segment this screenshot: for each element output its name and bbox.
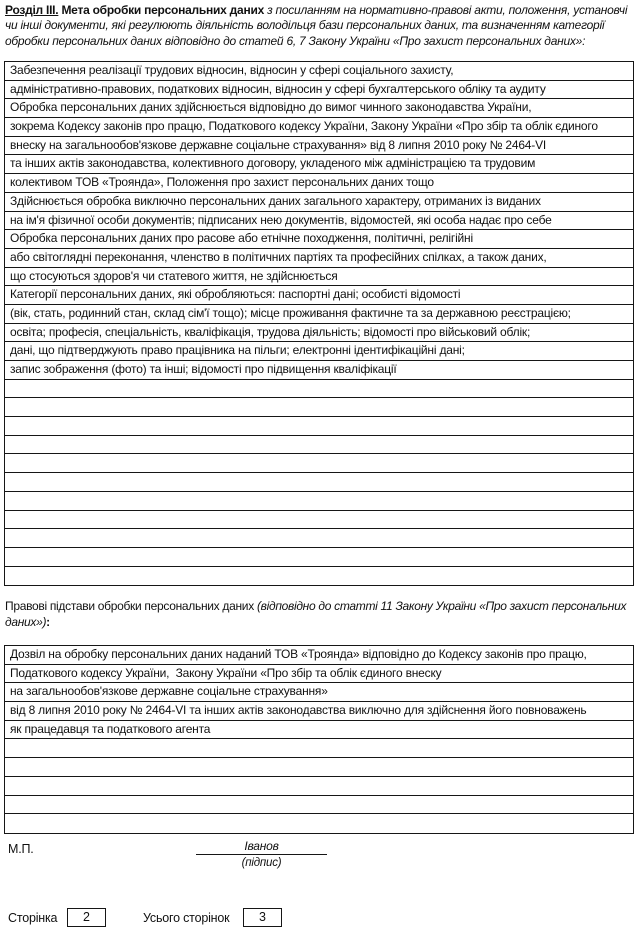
table-row (5, 511, 633, 530)
page-footer (8, 907, 428, 929)
page-number-label: Сторінка (8, 911, 58, 925)
section-header (5, 3, 634, 49)
table-row: як працедавця та податкового агента (5, 721, 633, 740)
page-number-box: 2 (67, 908, 106, 927)
table-row: Обробка персональних даних про расове або етнічне походження, політичні, релігійні (5, 230, 633, 249)
legal-basis-heading-colon: : (46, 614, 50, 629)
table-row: (вік, стать, родинний стан, склад сім'ї тощо); місце проживання фактичне та за державною реєстрацією; (5, 305, 633, 324)
table-row: на ім'я фізичної особи документів; підписаних нею документів, відомостей, які особа надає про себе (5, 212, 633, 231)
table-row (5, 417, 633, 436)
table-row: Забезпечення реалізації трудових відносин, відносин у сфері соціального захисту, (5, 62, 633, 81)
section-number-label: Розділ ІІІ. (5, 3, 59, 17)
table-row (5, 492, 633, 511)
table-row: Здійснюється обробка виключно персональних даних загального характеру, отриманих із виданих (5, 193, 633, 212)
legal-basis-heading-note: (відповідно до статті 11 Закону України «Про захист персональних даних») (5, 599, 627, 629)
table-row (5, 567, 633, 586)
table-row: адміністративно-правових, податкових відносин, відносин у сфері бухгалтерського обліку та аудиту (5, 81, 633, 100)
table-row: Категорії персональних даних, які обробляються: паспортні дані; особисті відомості (5, 286, 633, 305)
table-row: Обробка персональних даних здійснюється відповідно до вимог чинного законодавства України, (5, 99, 633, 118)
table-row: внеску на загальнообов'язкове державне соціальне страхування» від 8 липня 2010 року № 2464-VI (5, 137, 633, 156)
table-row (5, 529, 633, 548)
total-pages-box: 3 (243, 908, 282, 927)
table-row (5, 739, 633, 758)
table-row: від 8 липня 2010 року № 2464-VI та інших актів законодавства виключно для здійснення його повноважень (5, 702, 633, 721)
table-row: або світоглядні переконання, членство в політичних партіях та професійних спілках, а також даних, (5, 249, 633, 268)
legal-basis-heading (5, 599, 634, 630)
table-row (5, 398, 633, 417)
section-note: з посиланням на нормативно-правові акти, положення, установчі чи інші документи, які регулюють діяльність володільця бази персональних даних, та визначенням категорії обробки персональних даних відповідно до статей 6, 7 Закону України «Про захист персональних даних»: (5, 3, 628, 48)
legal-basis-table (4, 645, 634, 834)
table-row (5, 777, 633, 796)
table-row (5, 473, 633, 492)
table-row (5, 454, 633, 473)
table-row: Податкового кодексу України, Закону України «Про збір та облік єдиного внеску (5, 665, 633, 684)
table-row (5, 436, 633, 455)
table-row: колективом ТОВ «Троянда», Положення про захист персональних даних тощо (5, 174, 633, 193)
table-row: що стосуються здоров'я чи статевого життя, не здійснюється (5, 268, 633, 287)
signature-caption: (підпис) (241, 857, 282, 869)
table-row: та інших актів законодавства, колективного договору, укладеного між адміністрацією та трудовим (5, 155, 633, 174)
table-row: дані, що підтверджують право працівника на пільги; електронні ідентифікаційні дані; (5, 342, 633, 361)
signature-name: Іванов (196, 839, 327, 855)
purpose-table (4, 61, 634, 586)
table-row: зокрема Кодексу законів про працю, Податкового кодексу України, Закону України «Про збір та облік єдиного (5, 118, 633, 137)
signature-block (196, 839, 327, 869)
table-row (5, 380, 633, 399)
table-row (5, 796, 633, 815)
table-row: на загальнообов'язкове державне соціальне страхування» (5, 683, 633, 702)
table-row (5, 814, 633, 833)
table-row (5, 758, 633, 777)
stamp-place-label: М.П. (8, 842, 34, 856)
table-row (5, 548, 633, 567)
total-pages-label: Усього сторінок (143, 911, 230, 925)
table-row: запис зображення (фото) та інші; відомості про підвищення кваліфікації (5, 361, 633, 380)
section-title: Мета обробки персональних даних (61, 3, 265, 17)
table-row: Дозвіл на обробку персональних даних наданий ТОВ «Троянда» відповідно до Кодексу законів про працю, (5, 646, 633, 665)
table-row: освіта; професія, спеціальність, кваліфікація, трудова діяльність; відомості про військовий облік; (5, 324, 633, 343)
legal-basis-heading-text: Правові підстави обробки персональних даних (5, 599, 254, 613)
